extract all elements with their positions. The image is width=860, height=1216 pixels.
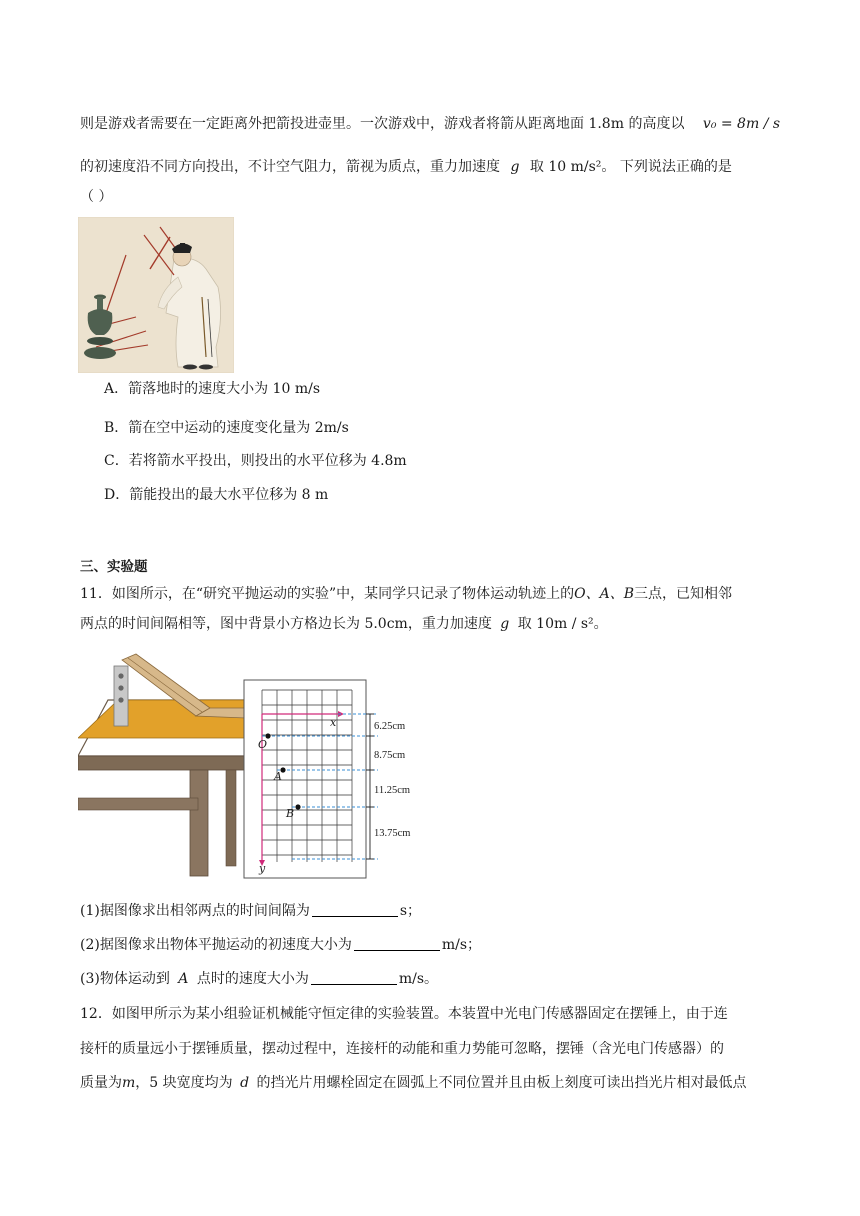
measure-2: 8.75cm [374,750,406,761]
q12-line-3 [80,1073,747,1093]
measure-4: 13.75cm [374,828,411,839]
q11-sub2 [80,935,481,955]
q10-line-1-text: 则是游戏者需要在一定距离外把箭投进壶里。一次游戏中，游戏者将箭从距离地面 1.8m 的高度以 [80,116,685,132]
projectile-experiment-figure [78,652,438,884]
q12-line-1: 12．如图甲所示为某小组验证机械能守恒定律的实验装置。本装置中光电门传感器固定在摆锤上，由于连 [80,1006,728,1022]
m-symbol: m [122,1075,136,1091]
answer-blank-3[interactable] [311,971,397,985]
q12-line-2: 接杆的质量远小于摆锤质量，摆动过程中，连接杆的动能和重力势能可忽略，摆锤（含光电门传感器）的 [80,1041,724,1057]
q11-line-2b: 取 10m / s²。 [517,616,608,632]
q11-points: O、A、B [574,586,635,602]
q11-sub3-unit: m/s。 [398,971,439,987]
section-heading: 三、实验题 [80,559,148,575]
answer-blank-1[interactable] [312,903,398,917]
q11-sub3-symbol: A [178,971,189,987]
measure-3: 11.25cm [374,785,411,796]
q11-line-2 [80,614,608,634]
answer-blank-2[interactable] [354,937,440,951]
pitch-pot-painting [78,217,234,373]
q12-line-3a: 质量为 [80,1075,122,1091]
q12-line-3c: 的挡光片用螺栓固定在圆弧上不同位置并且由板上刻度可读出挡光片相对最低点 [256,1075,747,1091]
q11-sub2-unit: m/s； [441,937,482,953]
q11-line-1 [80,584,732,604]
option-d: D．箭能投出的最大水平位移为 8 m [104,487,329,503]
label-b: B [286,807,295,820]
v0-formula: v₀ = 8m / s [702,116,781,132]
point-b [295,804,300,809]
q10-line-2-text: 的初速度沿不同方向投出，不计空气阻力，箭视为质点，重力加速度 [80,159,500,175]
q11-sub1-unit: s； [399,903,422,919]
measure-1: 6.25cm [374,721,406,732]
q11-line-2a: 两点的时间间隔相等，图中背景小方格边长为 5.0cm，重力加速度 [80,616,492,632]
q11-sub3-text-b: 点时的速度大小为 [196,971,309,987]
axis-x-label: x [330,716,337,729]
q10-line-2b-text: 取 10 m/s²。 下列说法正确的是 [529,159,732,175]
option-b: B．箭在空中运动的速度变化量为 2m/s [104,420,349,436]
q11-sub1-text: (1)据图像求出相邻两点的时间间隔为 [80,903,310,919]
g-symbol: g [510,159,520,175]
q12-line-3b: ，5 块宽度均为 [135,1075,233,1091]
label-a: A [274,770,282,783]
d-symbol: d [240,1075,250,1091]
q11-sub2-text: (2)据图像求出物体平抛运动的初速度大小为 [80,937,352,953]
q10-answer-paren: （ ） [80,189,113,205]
q11-sub1 [80,901,421,921]
option-c: C．若将箭水平投出，则投出的水平位移为 4.8m [104,453,407,469]
option-a: A．箭落地时的速度大小为 10 m/s [104,381,321,397]
q10-line-2 [80,157,732,177]
q11-g-symbol: g [500,616,510,632]
q11-sub3-text: (3)物体运动到 [80,971,170,987]
q11-line-1a: 11．如图所示，在“研究平抛运动的实验”中，某同学只记录了物体运动轨迹上的 [80,586,575,602]
axis-y-label: y [259,862,266,875]
q11-sub3 [80,969,438,989]
q10-line-1 [80,114,780,134]
q11-line-1b: 三点，已知相邻 [634,586,733,602]
label-o: O [258,738,268,751]
